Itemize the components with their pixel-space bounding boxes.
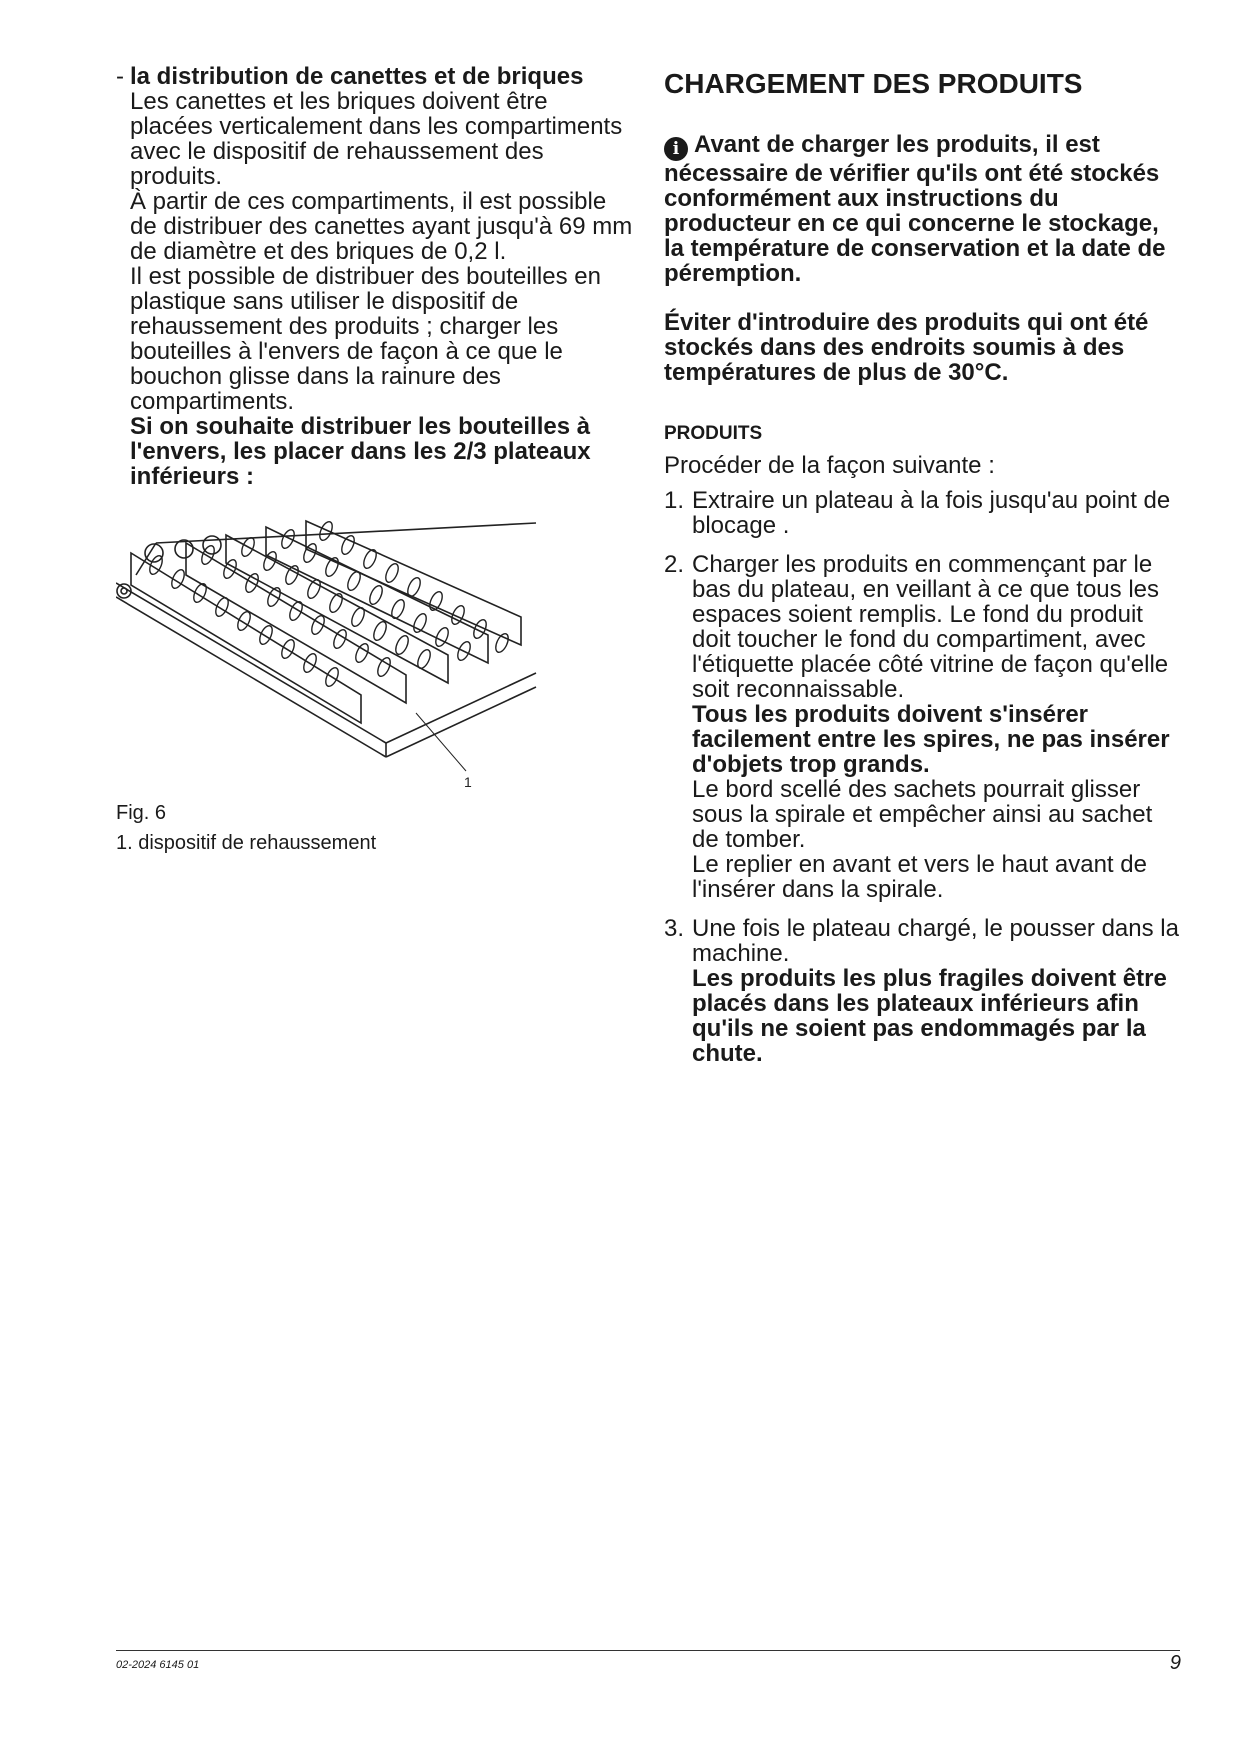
figure-legend: 1. dispositif de rehaussement — [116, 832, 377, 854]
section-title: CHARGEMENT DES PRODUITS — [664, 68, 1083, 99]
left-column — [116, 64, 636, 858]
temperature-warning: Éviter d'introduire des produits qui ont été stockés dans des endroits soumis à des températures de plus de 30°C. — [664, 309, 1149, 386]
page-number: 9 — [1169, 1652, 1181, 1674]
tray-illustration — [116, 513, 556, 793]
intro-text: Procéder de la façon suivante : — [664, 452, 995, 479]
callout-number: 1 — [464, 774, 472, 790]
footer-divider — [116, 1650, 1180, 1651]
paragraph: À partir de ces compartiments, il est possible de distribuer des canettes ayant jusqu'à 69 mm de diamètre et des briques de 0,2 l. — [130, 188, 633, 265]
step-item: 1. Extraire un plateau à la fois jusqu'au point de blocage . — [664, 487, 1171, 539]
step-bold-note: Les produits les plus fragiles doivent être placés dans les plateaux inférieurs afin qu'ils ne soient pas endommagés par la chute. — [692, 965, 1167, 1067]
document-code: 02-2024 6145 01 — [116, 1659, 200, 1671]
right-column — [664, 64, 1184, 1080]
step-item: 2. Charger les produits en commençant par le bas du plateau, en veillant à ce que tous les espaces soient remplis. Le fond du produit doit toucher le fond du compartiment, avec l'étiquette placée côté vitrine de façon qu'elle soit reconnaissable. Tous les produits doivent s'insérer facilement entre les spires, ne pas insérer d'objets trop grands. Le bord scellé des sachets pourrait glisser sous la spirale et empêcher ainsi au sachet de tomber. Le replier en avant et vers le haut avant de l'insérer dans la spirale. — [664, 552, 1184, 902]
step-item: 3. Une fois le plateau chargé, le pousser dans la machine. Les produits les plus fragiles doivent être placés dans les plateaux inférieurs afin qu'ils ne soient pas endommagés par la chute. — [664, 916, 1184, 1066]
figure-label: Fig. 6 — [116, 802, 167, 824]
subheading: PRODUITS — [664, 423, 763, 444]
paragraph: Les canettes et les briques doivent être placées verticalement dans les compartiments avec le dispositif de rehaussement des produits. — [130, 88, 623, 190]
item-heading: - la distribution de canettes et de briques — [116, 63, 584, 90]
info-icon: i — [664, 137, 688, 161]
step-bold-note: Tous les produits doivent s'insérer facilement entre les spires, ne pas insérer d'objets trop grands. — [692, 701, 1170, 778]
bold-note: Si on souhaite distribuer les bouteilles à l'envers, les placer dans les 2/3 plateaux inférieurs : — [130, 413, 591, 490]
paragraph: Il est possible de distribuer des bouteilles en plastique sans utiliser le dispositif de rehaussement des produits ; charger les bouteilles à l'envers de façon à ce que le bouchon glisse dans la rainure des compartiments. — [130, 263, 601, 415]
steps-list — [664, 488, 1184, 1066]
info-note: i Avant de charger les produits, il est nécessaire de vérifier qu'ils ont été stockés conformément aux instructions du producteur en ce qui concerne le stockage, la température de conservation et la date de péremption. — [664, 131, 1166, 287]
